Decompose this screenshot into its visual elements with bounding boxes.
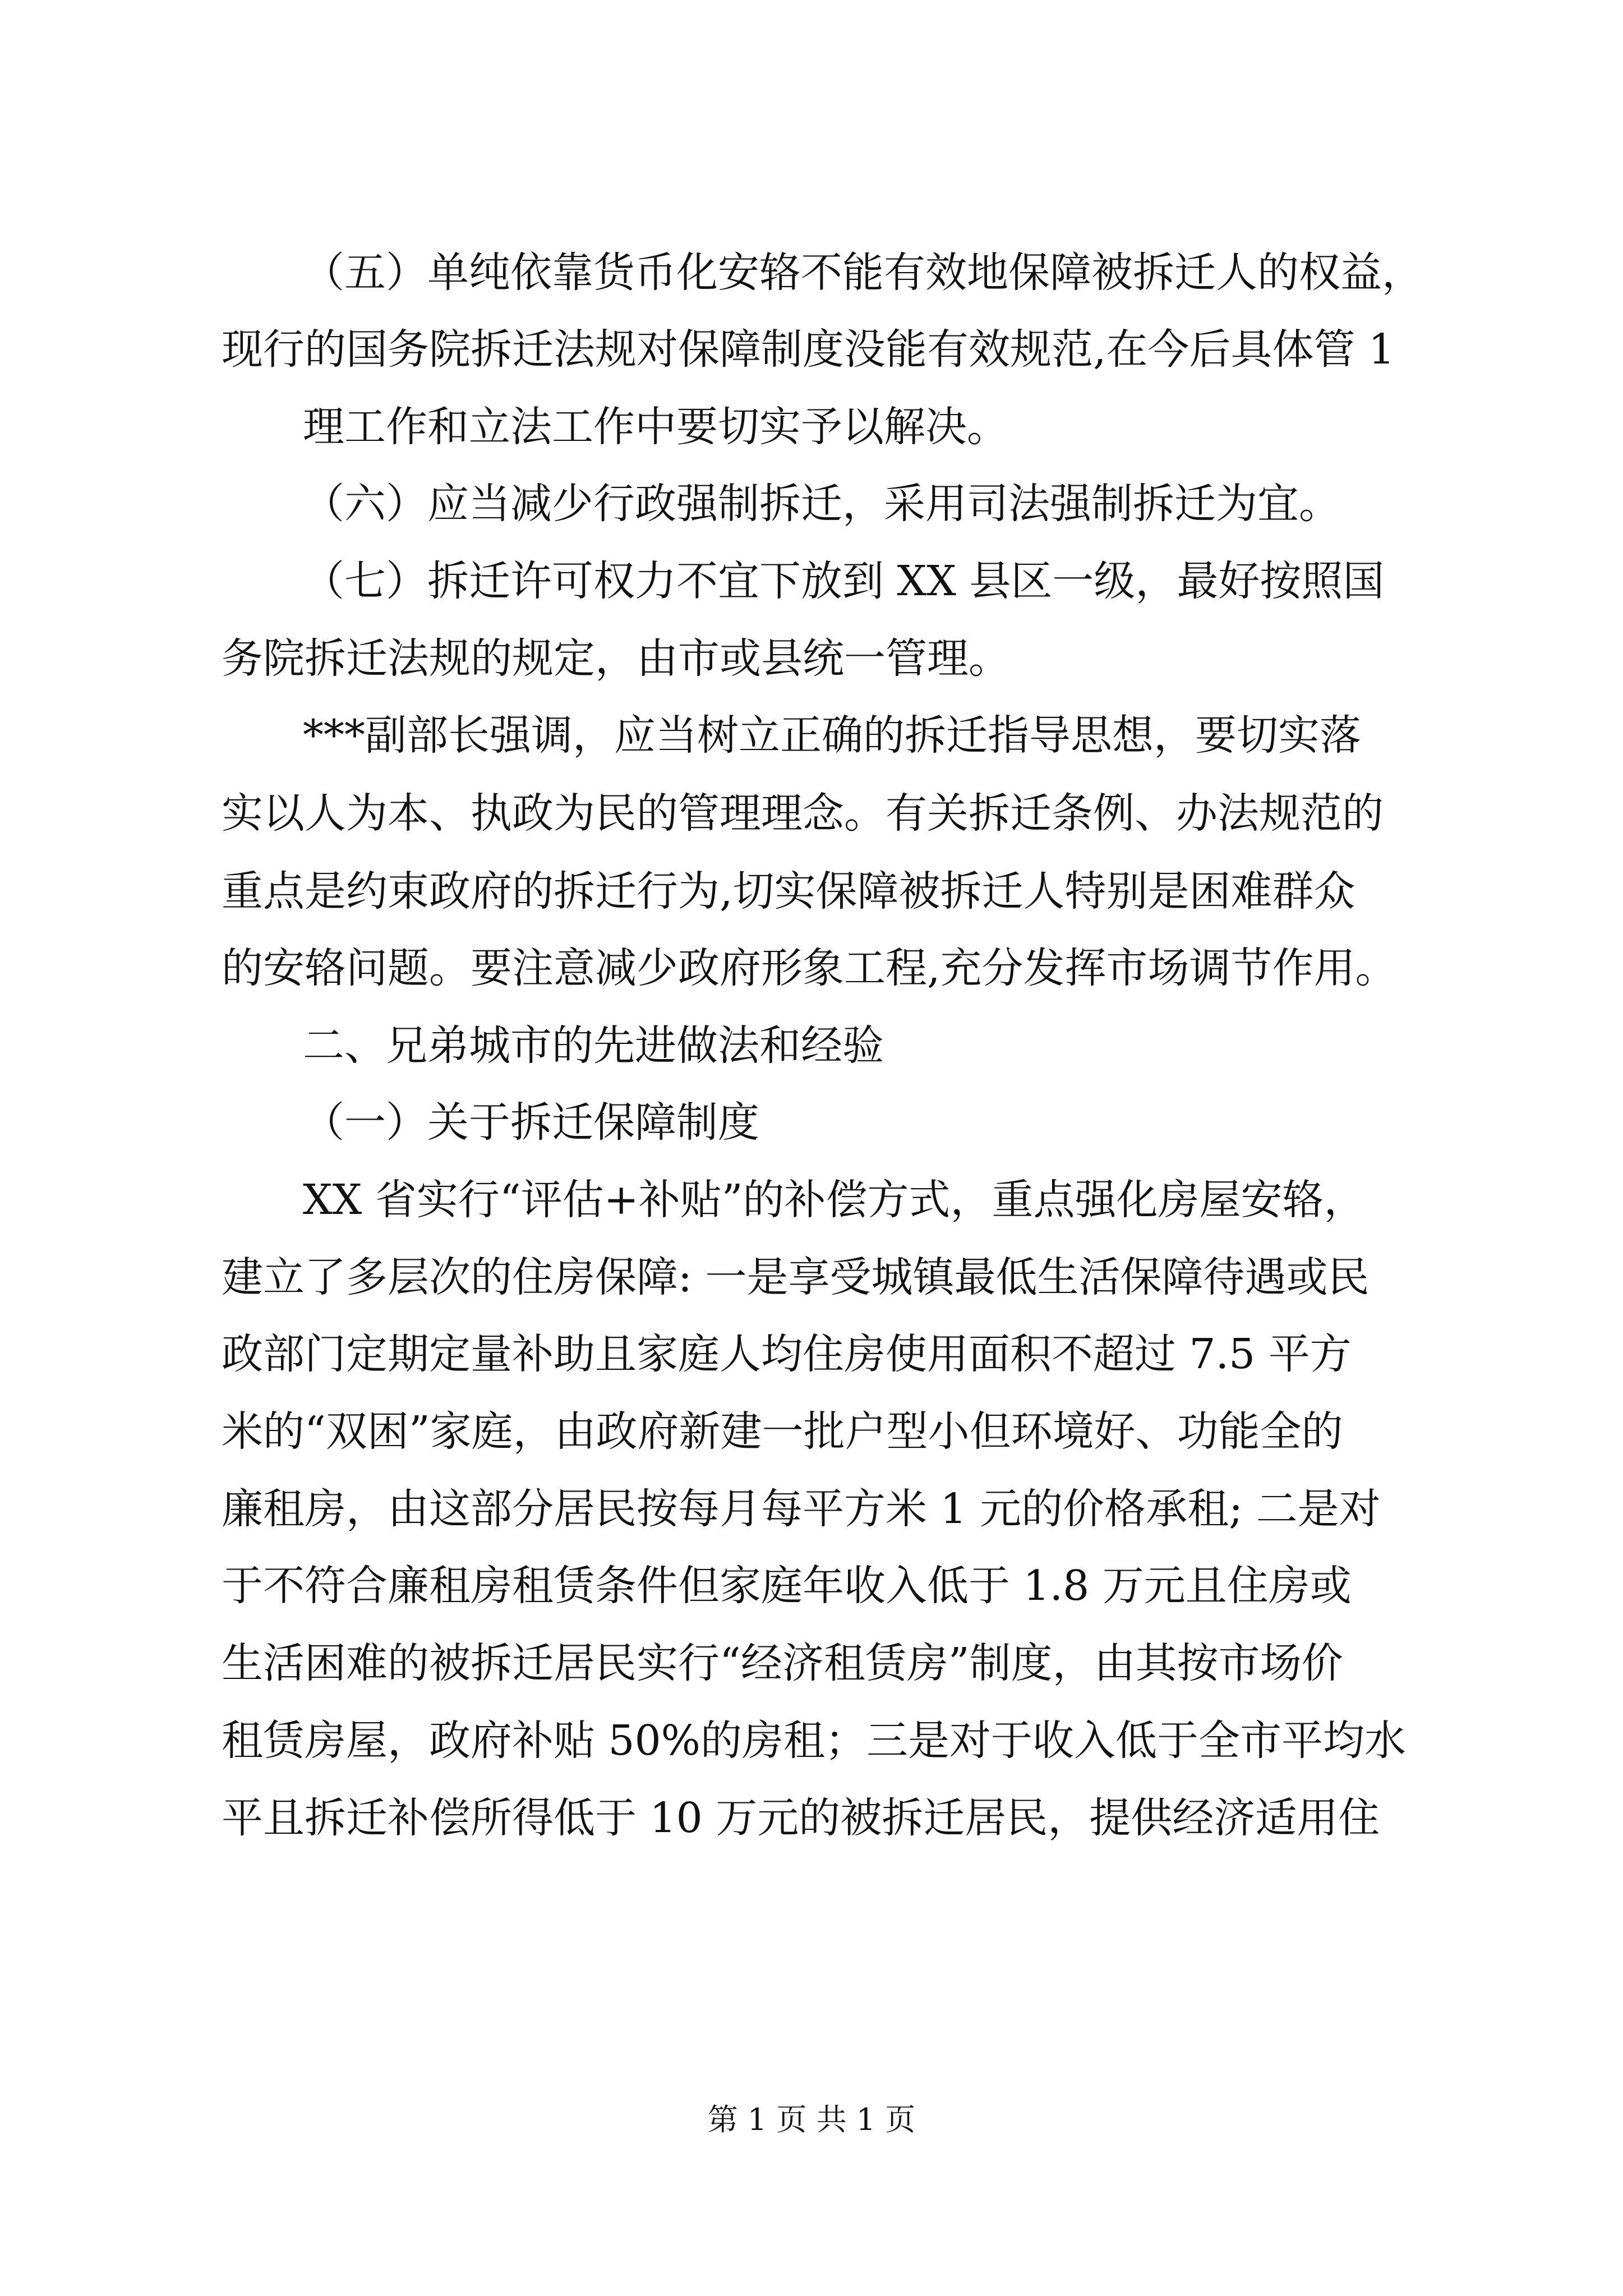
text-line: （七）拆迁许可权力不宜下放到 XX 县区一级，最好按照国 — [303, 557, 1385, 605]
text-line: 政部门定期定量补助且家庭人均住房使用面积不超过 7.5 平方 — [222, 1330, 1352, 1378]
text-line: XX 省实行“评估+补贴”的补偿方式，重点强化房屋安辂， — [303, 1176, 1366, 1224]
text-line: 生活困难的被拆迁居民实行“经济租赁房”制度，由其按市场价 — [222, 1639, 1343, 1687]
text-line: ***副部长强调，应当树立正确的拆迁指导思想，要切实落 — [303, 711, 1361, 760]
text-line: 廉租房，由这部分居民按每月每平方米 1 元的价格承租; 二是对 — [222, 1485, 1381, 1533]
text-line: 理工作和立法工作中要切实予以解决。 — [303, 403, 1008, 451]
text-line: （六）应当减少行政强制拆迁，采用司法强制拆迁为宜。 — [303, 480, 1340, 528]
section-heading: 二、兄弟城市的先进做法和经验 — [303, 1022, 884, 1070]
text-line: 米的“双困”家庭，由政府新建一批户型小但环境好、功能全的 — [222, 1407, 1343, 1456]
text-line: 平且拆迁补偿所得低于 10 万元的被拆迁居民，提供经济适用住 — [222, 1794, 1380, 1842]
text-line: 实以人为本、执政为民的管理理念。有关拆迁条例、办法规范的 — [222, 789, 1384, 838]
text-line: 于不符合廉租房租赁条件但家庭年收入低于 1.8 万元且住房或 — [222, 1562, 1352, 1610]
page-footer: 第 1 页 共 1 页 — [707, 2102, 916, 2137]
text-line: 建立了多层次的住房保障: 一是享受城镇最低生活保障待遇或民 — [222, 1253, 1370, 1301]
text-line: 重点是约束政府的拆迁行为,切实保障被拆迁人特别是困难群众 — [222, 867, 1355, 915]
subsection-heading: （一）关于拆迁保障制度 — [303, 1098, 759, 1147]
text-line: 现行的国务院拆迁法规对保障制度没能有效规范,在今后具体管 1 — [222, 325, 1395, 374]
text-line: 租赁房屋，政府补贴 50%的房租；三是对于收入低于全市平均水 — [222, 1717, 1406, 1765]
text-line: 务院拆迁法规的规定，由市或县统一管理。 — [222, 634, 1010, 683]
text-line: （五）单纯依靠货币化安辂不能有效地保障被拆迁人的权益， — [303, 249, 1423, 297]
text-line: 的安辂问题。要注意减少政府形象工程,充分发挥市场调节作用。 — [222, 944, 1397, 992]
